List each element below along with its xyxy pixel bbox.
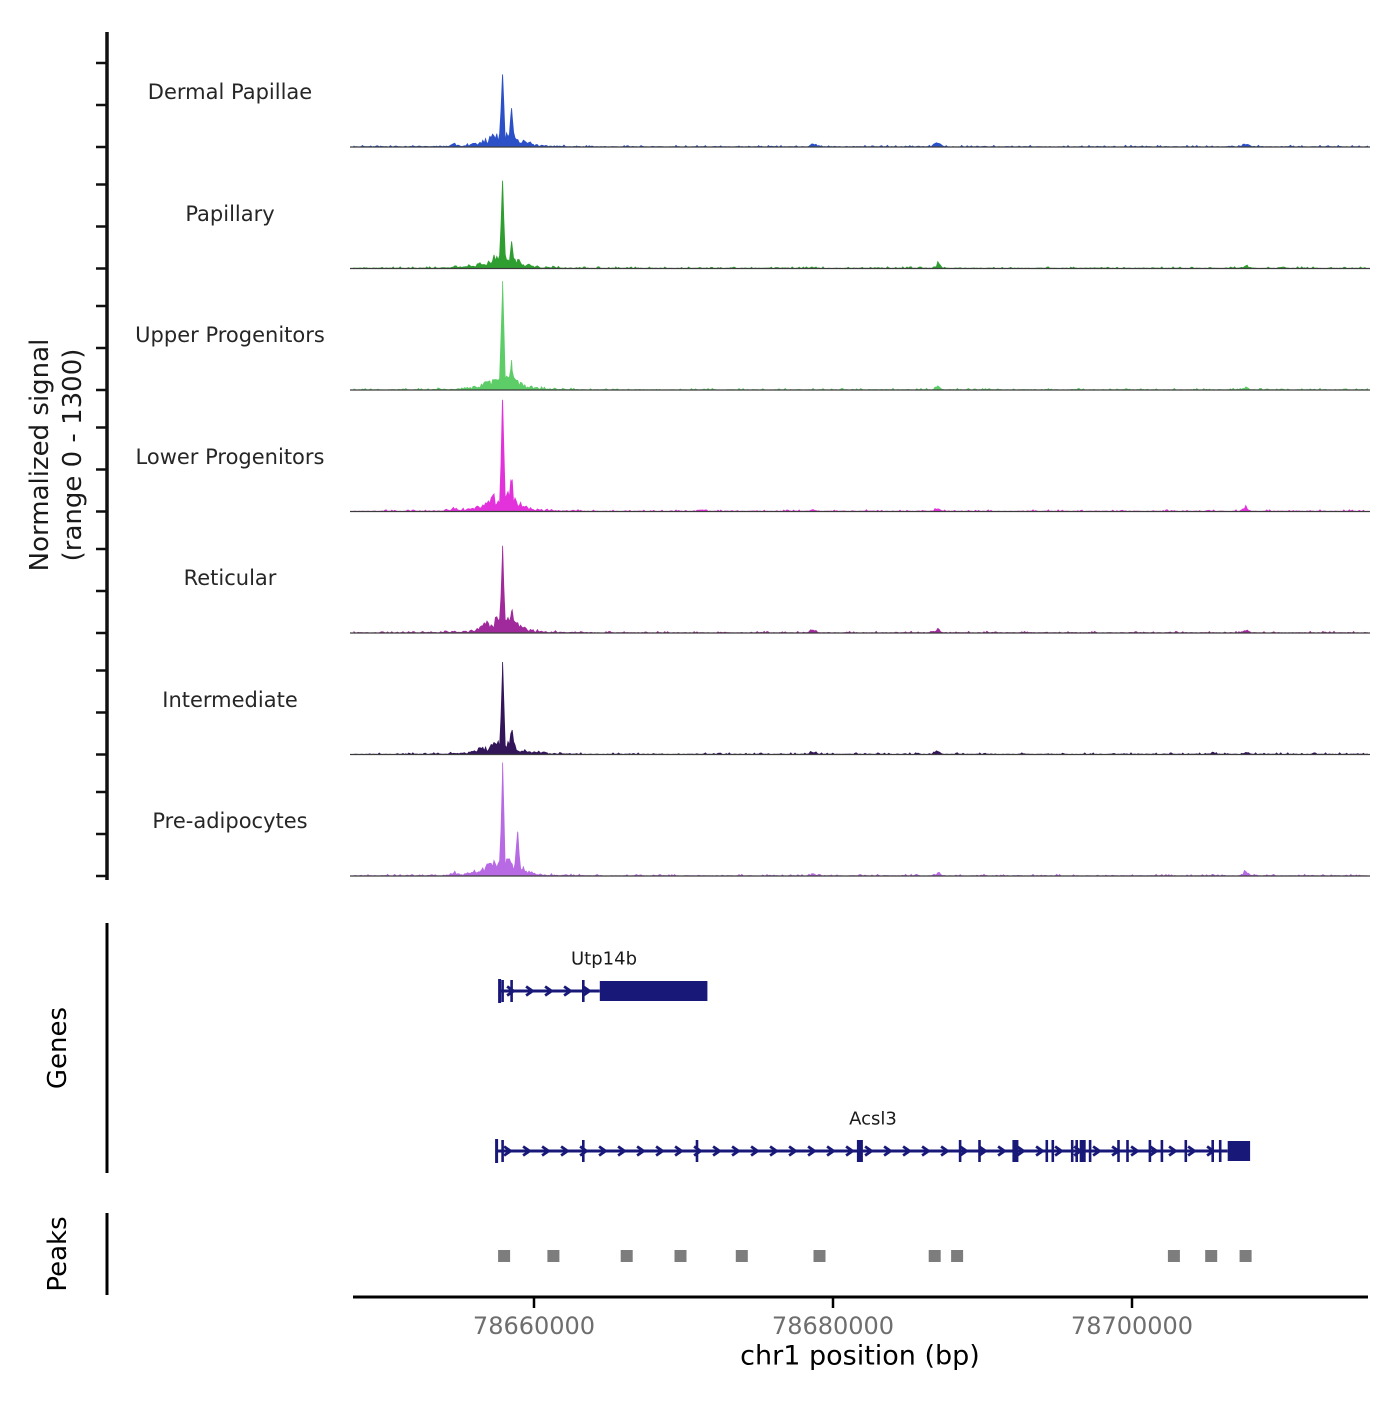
peak-box [736, 1250, 748, 1262]
peak-box [1240, 1250, 1252, 1262]
track-upper-progenitors [350, 281, 1370, 390]
peak-box [951, 1250, 963, 1262]
track-dermal-papillae [350, 74, 1370, 147]
gene-acsl3-exon-tick [1211, 1140, 1214, 1162]
peak-box [929, 1250, 941, 1262]
gene-acsl3-start-tick [495, 1139, 498, 1163]
peak-box [621, 1250, 633, 1262]
track-pre-adipocytes-signal-area [354, 762, 1368, 876]
gene-acsl3-exon-tick [1075, 1140, 1078, 1162]
gene-utp14b-exon-tick [501, 980, 504, 1002]
track-papillary [350, 181, 1370, 269]
signal-tracks [350, 74, 1370, 876]
track-dermal-papillae-signal-area [354, 74, 1368, 147]
gene-acsl3-exon-tick [1052, 1140, 1055, 1162]
x-axis [353, 1297, 1368, 1308]
peak-box [498, 1250, 510, 1262]
gene-acsl3-exon-tick-thick [1012, 1140, 1018, 1162]
gene-acsl3-exon-tick [959, 1140, 962, 1162]
gene-name-acsl3: Acsl3 [849, 1108, 897, 1130]
track-pre-adipocytes [350, 762, 1370, 876]
gene-acsl3-exon-tick [1185, 1140, 1188, 1162]
track-reticular [350, 546, 1370, 633]
gene-utp14b-exon-box [600, 981, 708, 1001]
track-intermediate [350, 662, 1370, 755]
track-label-reticular: Reticular [183, 566, 277, 590]
gene-acsl3-exon-tick [1089, 1140, 1092, 1162]
gene-utp14b-start-tick [498, 979, 501, 1003]
track-lower-progenitors [350, 400, 1370, 512]
gene-utp14b-exon-tick [582, 980, 585, 1002]
x-axis-tick-label: 78700000 [1070, 1312, 1194, 1340]
gene-acsl3-exon-box [1228, 1141, 1250, 1161]
peak-box [675, 1250, 687, 1262]
x-axis-tick-label: 78680000 [771, 1312, 895, 1340]
gene-acsl3-exon-tick [1126, 1140, 1129, 1162]
peak-box [547, 1250, 559, 1262]
track-label-upper-progenitors: Upper Progenitors [135, 323, 325, 347]
y-axis-label-line2: (range 0 - 1300) [58, 348, 88, 562]
track-upper-progenitors-signal-area [354, 281, 1368, 390]
track-label-intermediate: Intermediate [162, 687, 298, 712]
genes-section-label: Genes [43, 1006, 73, 1090]
x-axis-title: chr1 position (bp) [740, 1340, 980, 1372]
y-axis-spine [96, 32, 107, 880]
track-reticular-signal-area [354, 546, 1368, 633]
track-label-papillary: Papillary [185, 201, 275, 226]
gene-utp14b-exon-tick [510, 980, 513, 1002]
gene-utp14b [498, 979, 707, 1003]
track-label-pre-adipocytes: Pre-adipocytes [152, 809, 308, 833]
genes-track [107, 923, 1250, 1173]
gene-acsl3-exon-tick [978, 1140, 981, 1162]
gene-acsl3 [495, 1139, 1250, 1163]
gene-acsl3-exon-tick [501, 1140, 504, 1162]
gene-acsl3-exon-tick [696, 1140, 699, 1162]
gene-acsl3-exon-tick-thick [1080, 1140, 1086, 1162]
peak-box [1205, 1250, 1217, 1262]
y-axis-label-line1: Normalized signal [25, 338, 55, 572]
gene-acsl3-exon-tick [1071, 1140, 1074, 1162]
track-lower-progenitors-signal-area [354, 400, 1368, 512]
gene-acsl3-exon-tick [1117, 1140, 1120, 1162]
gene-acsl3-exon-tick [1161, 1140, 1164, 1162]
gene-acsl3-exon-tick [1046, 1140, 1049, 1162]
track-label-dermal-papillae: Dermal Papillae [147, 80, 313, 104]
peaks-track [107, 1213, 1252, 1295]
track-papillary-signal-area [354, 181, 1368, 269]
gene-name-utp14b: Utp14b [571, 948, 637, 970]
track-label-lower-progenitors: Lower Progenitors [135, 444, 325, 469]
track-intermediate-signal-area [354, 662, 1368, 755]
gene-acsl3-exon-tick [582, 1140, 585, 1162]
peak-box [814, 1250, 826, 1262]
peaks-section-label: Peaks [43, 1216, 73, 1292]
gene-acsl3-exon-tick [1149, 1140, 1152, 1162]
gene-acsl3-exon-tick-thick [857, 1140, 863, 1162]
gene-acsl3-exon-tick [1219, 1140, 1222, 1162]
x-axis-tick-label: 78660000 [472, 1312, 596, 1340]
peak-box [1168, 1250, 1180, 1262]
